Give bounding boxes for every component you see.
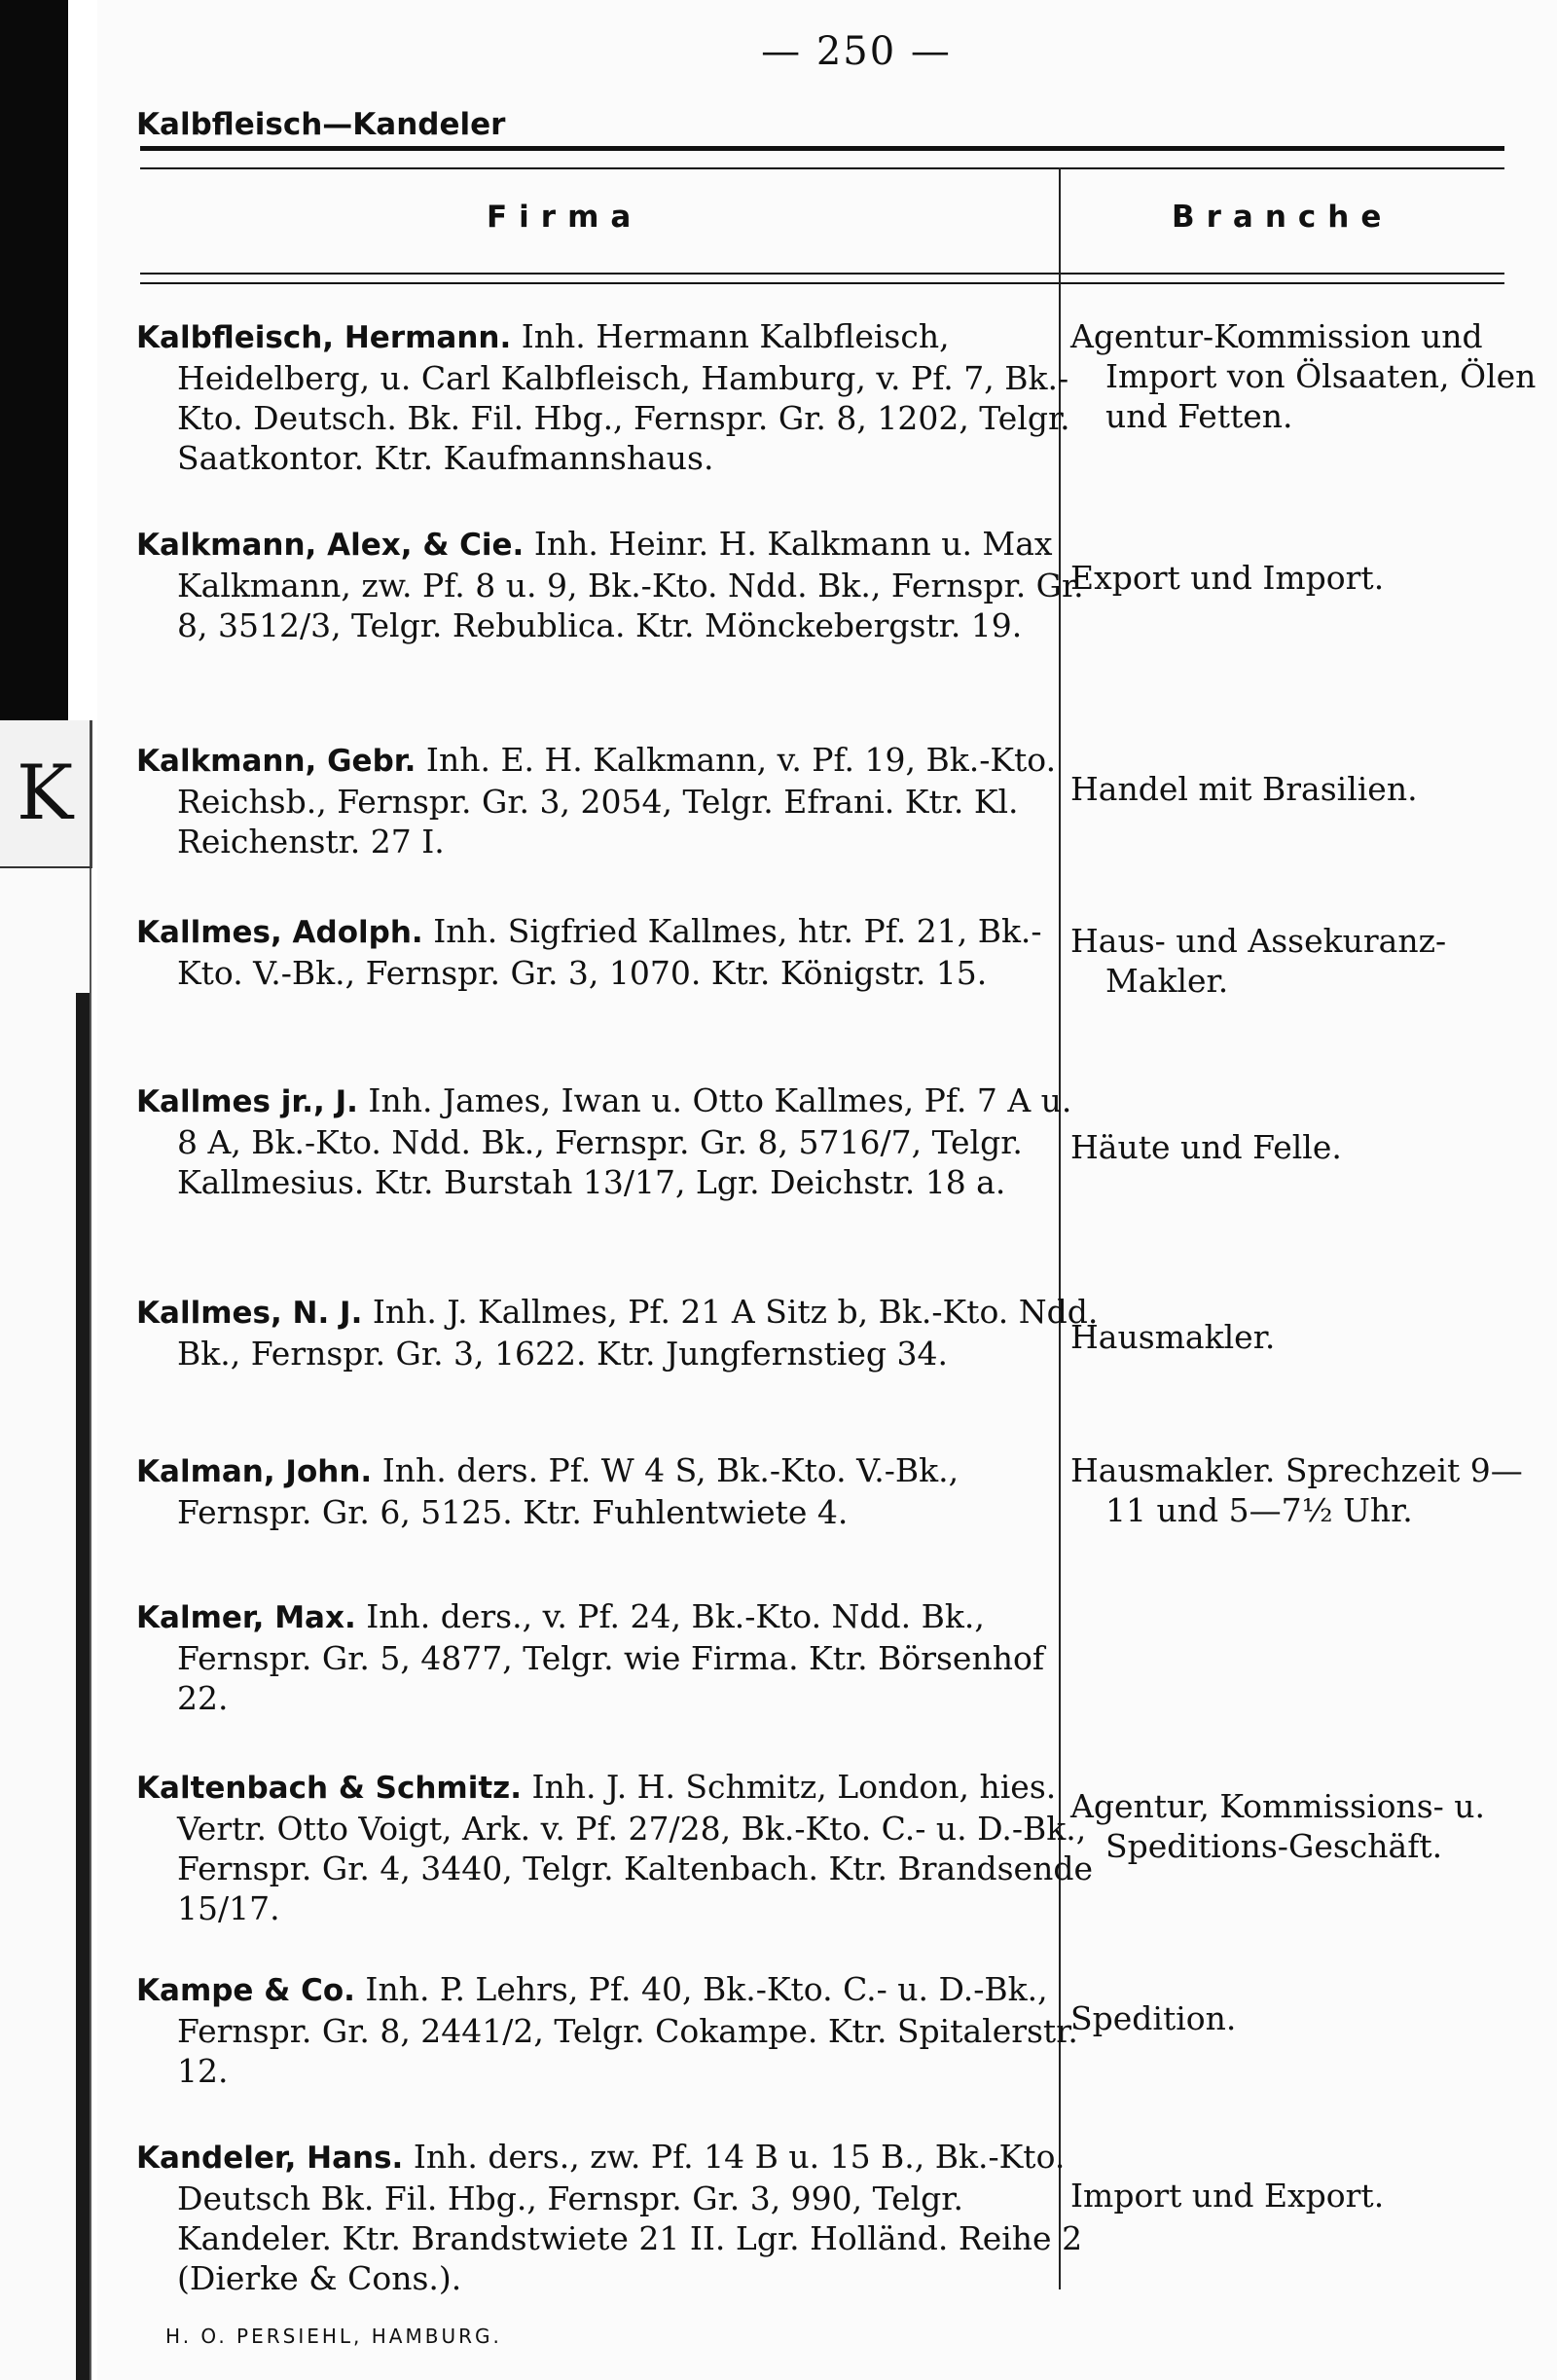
branche-text: Hausmakler. xyxy=(1070,1318,1276,1356)
firm-details: Inh. James, Iwan u. Otto Kallmes, Pf. 7 A u. 8 A, Bk.-Kto. Ndd. Bk., Fernspr. Gr. 8, 5716/7, Telgr. Kallmesius. Ktr. Burstah 13/17, Lgr. Deichstr. 18 a. xyxy=(177,1081,1072,1201)
firm-details: Inh. ders. Pf. W 4 S, Bk.-Kto. V.-Bk., Fernspr. Gr. 6, 5125. Ktr. Fuhlentwiete 4. xyxy=(177,1451,960,1531)
firm-details: Inh. Heinr. H. Kalkmann u. Max Kalkmann, zw. Pf. 8 u. 9, Bk.-Kto. Ndd. Bk., Fernspr. Gr. 8, 3512/3, Telgr. Rebublica. Ktr. Mönckebergstr. 19. xyxy=(177,525,1084,644)
running-head: Kalbfleisch—Kandeler xyxy=(136,107,506,142)
branche-text: Häute und Felle. xyxy=(1070,1128,1342,1166)
binding-strip xyxy=(76,993,90,2380)
firm-name: Kallmes, Adolph. xyxy=(136,915,423,950)
firm-name: Kalbfleisch, Hermann. xyxy=(136,320,512,355)
thumb-index-letter: K xyxy=(16,750,74,837)
branche-text: Export und Import. xyxy=(1070,559,1385,597)
firm-text xyxy=(136,1080,1102,1202)
firm-name: Kampe & Co. xyxy=(136,1973,355,2008)
firm-name: Kallmes, N. J. xyxy=(136,1296,363,1331)
firm-name: Kalmer, Max. xyxy=(136,1600,356,1635)
column-header-rule xyxy=(140,273,1504,275)
firm-name: Kalkmann, Gebr. xyxy=(136,744,416,779)
firm-name: Kalman, John. xyxy=(136,1454,373,1489)
firm-name: Kandeler, Hans. xyxy=(136,2141,404,2176)
printer-imprint: H. O. PERSIEHL, HAMBURG. xyxy=(165,2325,502,2348)
branche-text: Agentur, Kommissions- u. Speditions-Geschäft. xyxy=(1070,1787,1486,1865)
firm-text xyxy=(136,2137,1102,2298)
firm-name: Kaltenbach & Schmitz. xyxy=(136,1771,522,1806)
branche-text: Haus- und Assekuranz-Makler. xyxy=(1070,922,1447,1000)
firm-details: Inh. ders., zw. Pf. 14 B u. 15 B., Bk.-Kto. Deutsch Bk. Fil. Hbg., Fernspr. Gr. 3, 990, Telgr. Kandeler. Ktr. Brandstwiete 21 II. Lgr. Holländ. Reihe 2 (Dierke & Cons.). xyxy=(177,2138,1083,2297)
firm-text xyxy=(136,1596,1102,1718)
branche-text: Spedition. xyxy=(1070,1999,1237,2037)
firm-text xyxy=(136,911,1102,993)
firm-details: Inh. J. H. Schmitz, London, hies. Vertr. Otto Voigt, Ark. v. Pf. 27/28, Bk.-Kto. C.- u. D.-Bk., Fernspr. Gr. 4, 3440, Telgr. Kaltenbach. Ktr. Brandsende 15/17. xyxy=(177,1768,1093,1927)
column-header-branche: Branche xyxy=(1172,200,1394,235)
firm-text xyxy=(136,1969,1102,2091)
firm-details: Inh. Hermann Kalbfleisch, Heidelberg, u. Carl Kalbfleisch, Hamburg, v. Pf. 7, Bk.-Kto. Deutsch. Bk. Fil. Hbg., Fernspr. Gr. 8, 1202, Telgr. Saatkontor. Ktr. Kaufmannshaus. xyxy=(177,317,1070,477)
firm-details: Inh. Sigfried Kallmes, htr. Pf. 21, Bk.-Kto. V.-Bk., Fernspr. Gr. 3, 1070. Ktr. Königstr. 15. xyxy=(177,912,1042,992)
thumb-index-tab xyxy=(0,720,92,868)
branche-text: Handel mit Brasilien. xyxy=(1070,770,1418,808)
firm-details: Inh. ders., v. Pf. 24, Bk.-Kto. Ndd. Bk., Fernspr. Gr. 5, 4877, Telgr. wie Firma. Ktr. Börsenhof 22. xyxy=(177,1597,1045,1717)
header-rule xyxy=(140,146,1504,151)
header-rule-thin xyxy=(140,167,1504,169)
page-number: — 250 — xyxy=(761,29,952,74)
branche-text: Agentur-Kommission und Import von Ölsaaten, Ölen und Fetten. xyxy=(1070,317,1537,435)
column-header-rule-lower xyxy=(140,282,1504,284)
firm-details: Inh. P. Lehrs, Pf. 40, Bk.-Kto. C.- u. D.-Bk., Fernspr. Gr. 8, 2441/2, Telgr. Cokampe. Ktr. Spitalerstr. 12. xyxy=(177,1970,1078,2090)
firm-text xyxy=(136,1450,1102,1532)
firm-name: Kalkmann, Alex, & Cie. xyxy=(136,528,525,563)
firm-text xyxy=(136,1767,1102,1928)
firm-details: Inh. E. H. Kalkmann, v. Pf. 19, Bk.-Kto. Reichsb., Fernspr. Gr. 3, 2054, Telgr. Efrani. Ktr. Kl. Reichenstr. 27 I. xyxy=(177,741,1057,860)
firm-text xyxy=(136,524,1102,645)
firm-details: Inh. J. Kallmes, Pf. 21 A Sitz b, Bk.-Kto. Ndd. Bk., Fernspr. Gr. 3, 1622. Ktr. Jungfernstieg 34. xyxy=(177,1293,1099,1373)
branche-text: Hausmakler. Sprechzeit 9—11 und 5—7½ Uhr. xyxy=(1070,1451,1523,1529)
firm-text xyxy=(136,316,1102,478)
firm-name: Kallmes jr., J. xyxy=(136,1084,358,1119)
firm-text xyxy=(136,740,1102,861)
firm-text xyxy=(136,1292,1102,1373)
column-header-firma: Firma xyxy=(487,200,643,235)
directory-page xyxy=(97,0,1557,2380)
branche-text: Import und Export. xyxy=(1070,2177,1385,2215)
